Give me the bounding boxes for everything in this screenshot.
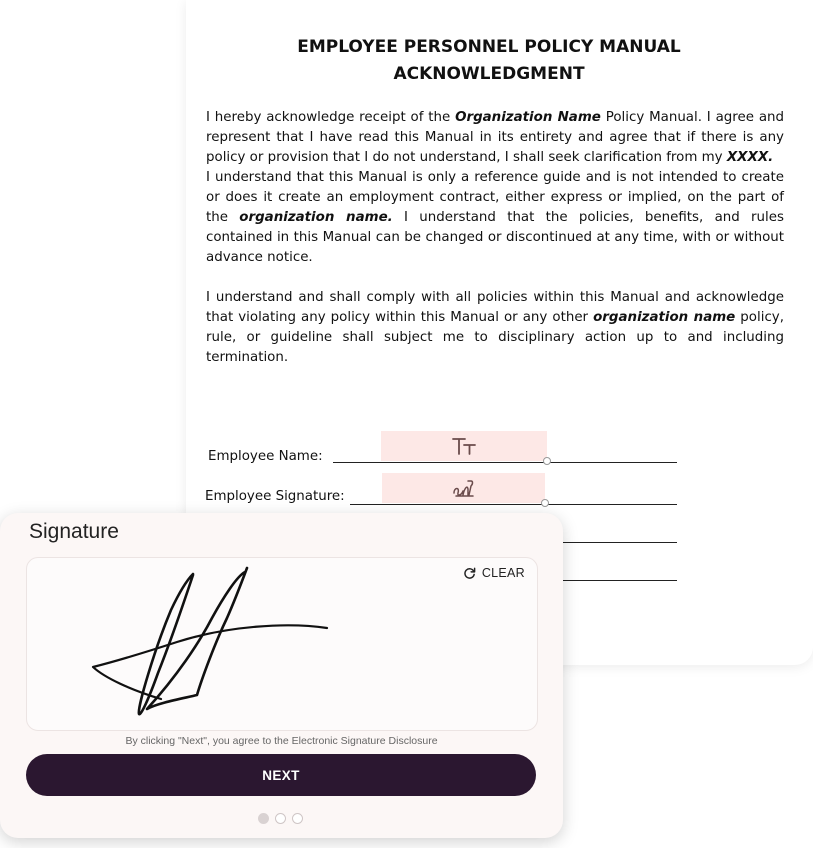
employee-name-field[interactable]	[381, 431, 547, 461]
p2-org-name: organization name.	[239, 210, 393, 225]
p3-text-a: I understand and shall comply with all policies within this Manual and acknowledge that violating any policy within this Manual or any other	[206, 290, 784, 325]
document-body	[206, 108, 784, 368]
signature-field-icon	[451, 478, 477, 498]
p2-text-b: I understand that the policies, benefits, and rules contained in this Manual can be changed or discontinued at any time, with or without advance notice.	[206, 210, 784, 265]
pagination-dot-3[interactable]	[292, 813, 303, 824]
document-title	[186, 34, 792, 88]
pagination-dot-1[interactable]	[258, 813, 269, 824]
next-button[interactable]	[26, 754, 536, 796]
p2-text-a: I understand that this Manual is only a reference guide and is not intended to create or does it create an employment contract, either express or implied, on the part of the	[206, 170, 784, 225]
employee-name-line	[333, 462, 677, 463]
text-field-icon	[451, 436, 477, 456]
paragraph-1	[206, 108, 784, 168]
clear-label: CLEAR	[481, 566, 525, 580]
employee-name-label: Employee Name:	[208, 449, 323, 464]
p1-org-name: Organization Name	[455, 110, 601, 125]
drawn-signature	[27, 558, 537, 730]
paragraph-3	[206, 288, 784, 368]
p1-xxxx: XXXX.	[726, 150, 774, 165]
employee-signature-label: Employee Signature:	[205, 489, 345, 504]
resize-handle[interactable]	[541, 499, 549, 507]
pagination-dots	[258, 813, 303, 824]
employee-signature-field[interactable]	[382, 473, 545, 503]
next-label: NEXT	[262, 767, 300, 783]
p3-text-b: policy, rule, or guideline shall subject me to disciplinary action up to and including termination.	[206, 310, 784, 365]
signature-disclosure-text: By clicking "Next", you agree to the Electronic Signature Disclosure	[125, 735, 438, 747]
p1-text-b: Policy Manual. I agree and represent that I have read this Manual in its entirety and agree that if there is any policy or provision that I do not understand, I shall seek clarification from my	[206, 110, 785, 165]
employee-signature-line	[350, 504, 677, 505]
signature-panel	[0, 513, 563, 838]
p3-org-name: organization name	[593, 310, 736, 325]
panel-title: Signature	[29, 520, 119, 543]
paragraph-2	[206, 168, 784, 268]
pagination-dot-2[interactable]	[275, 813, 286, 824]
p1-text-a: I hereby acknowledge receipt of the	[206, 110, 456, 125]
title-line-1: EMPLOYEE PERSONNEL POLICY MANUAL	[297, 37, 681, 57]
signature-pad[interactable]	[26, 557, 538, 731]
resize-handle[interactable]	[543, 457, 551, 465]
title-line-2: ACKNOWLEDGMENT	[393, 64, 585, 84]
